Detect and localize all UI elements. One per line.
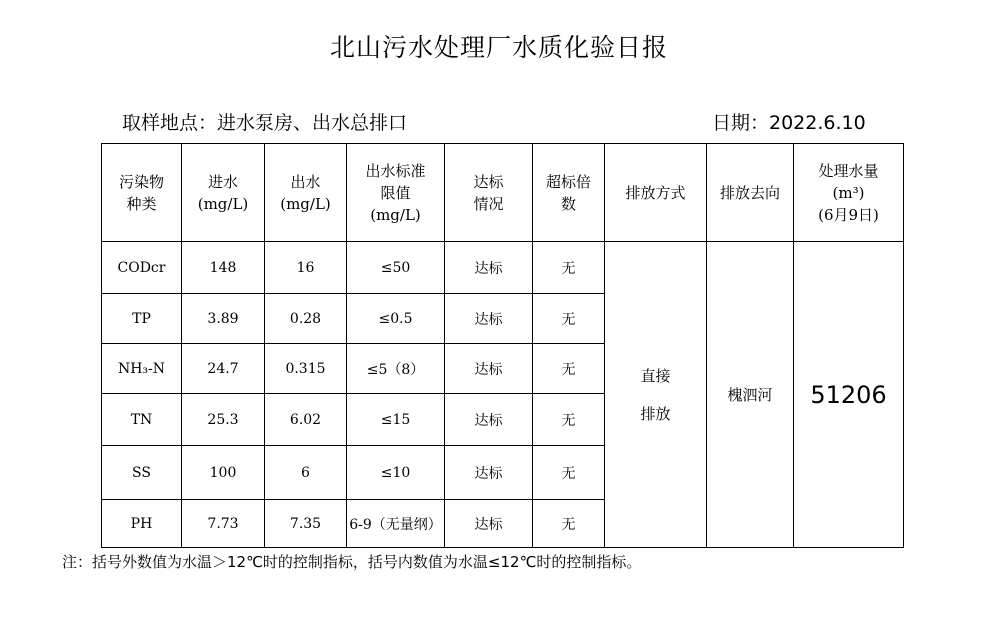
header-outflow-line2: (mg/L) <box>280 194 331 213</box>
header-inflow-line2: (mg/L) <box>197 194 249 213</box>
header-pollutant-line2: 种类 <box>126 194 157 213</box>
header-exceed <box>533 144 605 242</box>
cell-volume: 51206 <box>794 242 904 548</box>
discharge-method-line1: 直接 <box>640 366 671 385</box>
header-status-line2: 情况 <box>473 194 504 213</box>
header-volume <box>794 144 904 242</box>
cell-outflow: 0.315 <box>265 344 347 394</box>
header-discharge-direction: 排放去向 <box>707 144 794 242</box>
cell-limit: ≤15 <box>347 394 445 446</box>
cell-status: 达标 <box>445 242 533 294</box>
cell-exceed: 无 <box>533 500 605 548</box>
cell-outflow: 6.02 <box>265 394 347 446</box>
header-exceed-line1: 超标倍 <box>545 172 591 191</box>
header-limit-line2: 限值 <box>380 183 411 202</box>
header-volume-line3: (6月9日) <box>818 205 879 224</box>
header-status <box>445 144 533 242</box>
cell-exceed: 无 <box>533 394 605 446</box>
cell-status: 达标 <box>445 344 533 394</box>
cell-status: 达标 <box>445 500 533 548</box>
cell-pollutant: CODcr <box>102 242 182 294</box>
discharge-method-line2: 排放 <box>640 404 671 423</box>
cell-discharge-method <box>605 242 707 548</box>
cell-status: 达标 <box>445 394 533 446</box>
cell-inflow: 24.7 <box>182 344 265 394</box>
header-discharge-method: 排放方式 <box>605 144 707 242</box>
cell-pollutant: NH₃-N <box>102 344 182 394</box>
cell-inflow: 100 <box>182 446 265 500</box>
cell-pollutant: PH <box>102 500 182 548</box>
header-inflow-line1: 进水 <box>207 172 238 191</box>
cell-inflow: 25.3 <box>182 394 265 446</box>
cell-exceed: 无 <box>533 242 605 294</box>
cell-outflow: 16 <box>265 242 347 294</box>
cell-pollutant: TP <box>102 294 182 344</box>
cell-discharge-direction: 槐泗河 <box>707 242 794 548</box>
cell-inflow: 148 <box>182 242 265 294</box>
cell-pollutant: SS <box>102 446 182 500</box>
header-exceed-line2: 数 <box>560 194 576 213</box>
cell-pollutant: TN <box>102 394 182 446</box>
header-pollutant <box>102 144 182 242</box>
header-limit-line3: (mg/L) <box>370 205 421 224</box>
header-pollutant-line1: 污染物 <box>118 172 164 191</box>
cell-exceed: 无 <box>533 446 605 500</box>
cell-limit: ≤5（8） <box>347 344 445 394</box>
cell-limit: ≤50 <box>347 242 445 294</box>
cell-inflow: 3.89 <box>182 294 265 344</box>
footnote: 注：括号外数值为水温＞12℃时的控制指标，括号内数值为水温≤12℃时的控制指标。 <box>62 553 642 571</box>
cell-outflow: 7.35 <box>265 500 347 548</box>
report-title: 北山污水处理厂水质化验日报 <box>329 33 668 62</box>
header-row <box>102 144 904 242</box>
cell-inflow: 7.73 <box>182 500 265 548</box>
cell-status: 达标 <box>445 446 533 500</box>
header-volume-line1: 处理水量 <box>818 161 879 180</box>
cell-status: 达标 <box>445 294 533 344</box>
cell-exceed: 无 <box>533 294 605 344</box>
cell-limit: 6-9（无量纲） <box>347 500 445 548</box>
header-limit <box>347 144 445 242</box>
header-limit-line1: 出水标准 <box>365 161 426 180</box>
header-outflow <box>265 144 347 242</box>
cell-outflow: 6 <box>265 446 347 500</box>
report-date: 日期：2022.6.10 <box>712 112 866 134</box>
table-row <box>102 242 904 294</box>
header-status-line1: 达标 <box>473 172 504 191</box>
cell-limit: ≤0.5 <box>347 294 445 344</box>
cell-exceed: 无 <box>533 344 605 394</box>
sampling-location: 取样地点：进水泵房、出水总排口 <box>122 112 408 134</box>
header-volume-line2: (m³) <box>832 183 865 202</box>
cell-limit: ≤10 <box>347 446 445 500</box>
header-inflow <box>182 144 265 242</box>
water-quality-table <box>101 143 904 548</box>
header-outflow-line1: 出水 <box>290 172 321 191</box>
cell-outflow: 0.28 <box>265 294 347 344</box>
